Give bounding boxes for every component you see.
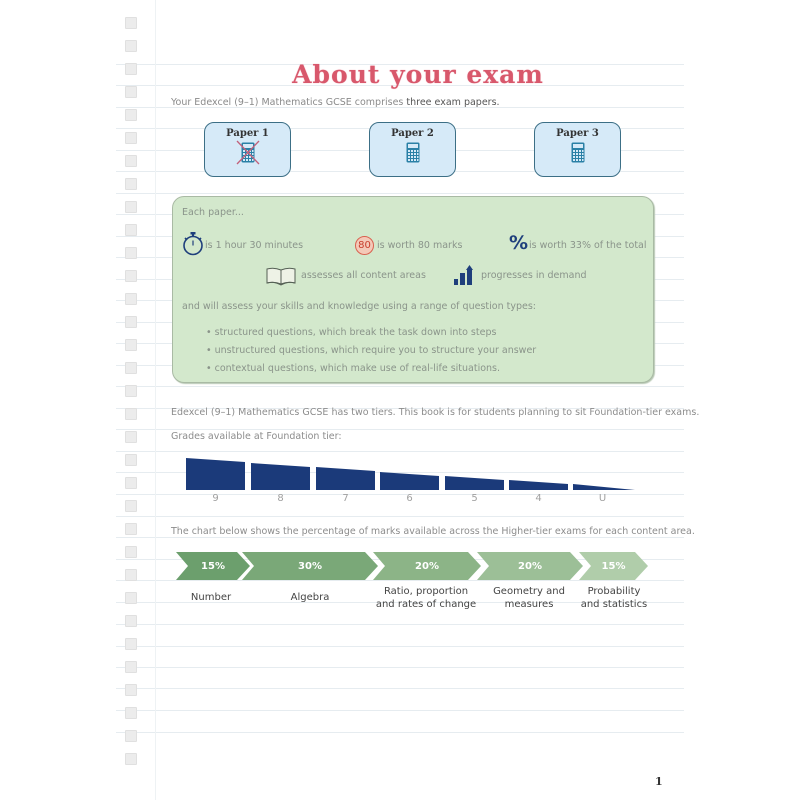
chart-intro-text: The chart below shows the percentage of marks available across the Higher-tier exams for each content area.	[171, 526, 695, 537]
bullet-item: • structured questions, which break the task down into steps	[206, 327, 497, 338]
bullet-item: • contextual questions, which make use of real-life situations.	[206, 363, 501, 374]
bullet-item: • unstructured questions, which require you to structure your answer	[206, 345, 537, 356]
marks-circle-icon: 80	[355, 236, 374, 255]
grades-heading: Grades available at Foundation tier:	[171, 431, 342, 442]
grade-label: 4	[535, 493, 542, 504]
tiers-text: Edexcel (9–1) Mathematics GCSE has two tiers. This book is for students planning to sit Foundation-tier exams.	[171, 407, 700, 418]
percent-label: 20%	[415, 561, 439, 572]
demand-text: progresses in demand	[481, 270, 587, 281]
grade-label: 8	[277, 493, 284, 504]
duration-text: is 1 hour 30 minutes	[205, 240, 304, 251]
paper-2-label: Paper 2	[391, 128, 434, 139]
grade-label: 5	[471, 493, 478, 504]
area-label-algebra: Algebra	[290, 592, 330, 603]
paper-3-label: Paper 3	[556, 128, 599, 139]
percent-icon: %	[509, 232, 529, 254]
area-label-number: Number	[190, 592, 232, 603]
area-label-geometry: Geometry and measures	[493, 586, 565, 610]
marks-text: is worth 80 marks	[377, 240, 463, 251]
percent-label: 30%	[298, 561, 322, 572]
percent-label: 20%	[518, 561, 542, 572]
content-areas-text: assesses all content areas	[301, 270, 426, 281]
assess-line: and will assess your skills and knowledge using a range of question types:	[182, 301, 536, 312]
page-title: About your exam	[292, 60, 544, 89]
area-label-probability: Probability and statistics	[580, 586, 648, 610]
grade-label: 7	[342, 493, 349, 504]
percent-label: 15%	[201, 561, 225, 572]
page-number: 1	[655, 775, 663, 788]
grade-label: U	[598, 493, 607, 504]
intro-emphasis: three exam papers.	[406, 97, 500, 108]
intro-prefix: Your Edexcel (9–1) Mathematics GCSE comprises	[171, 97, 407, 108]
percent-label: 15%	[601, 561, 626, 572]
paper-1-label: Paper 1	[226, 128, 269, 139]
grade-label: 6	[406, 493, 413, 504]
each-paper-heading: Each paper...	[182, 207, 244, 218]
grade-label: 9	[212, 493, 219, 504]
weight-text: is worth 33% of the total	[529, 240, 647, 251]
area-label-ratio: Ratio, proportion and rates of change	[375, 586, 477, 610]
